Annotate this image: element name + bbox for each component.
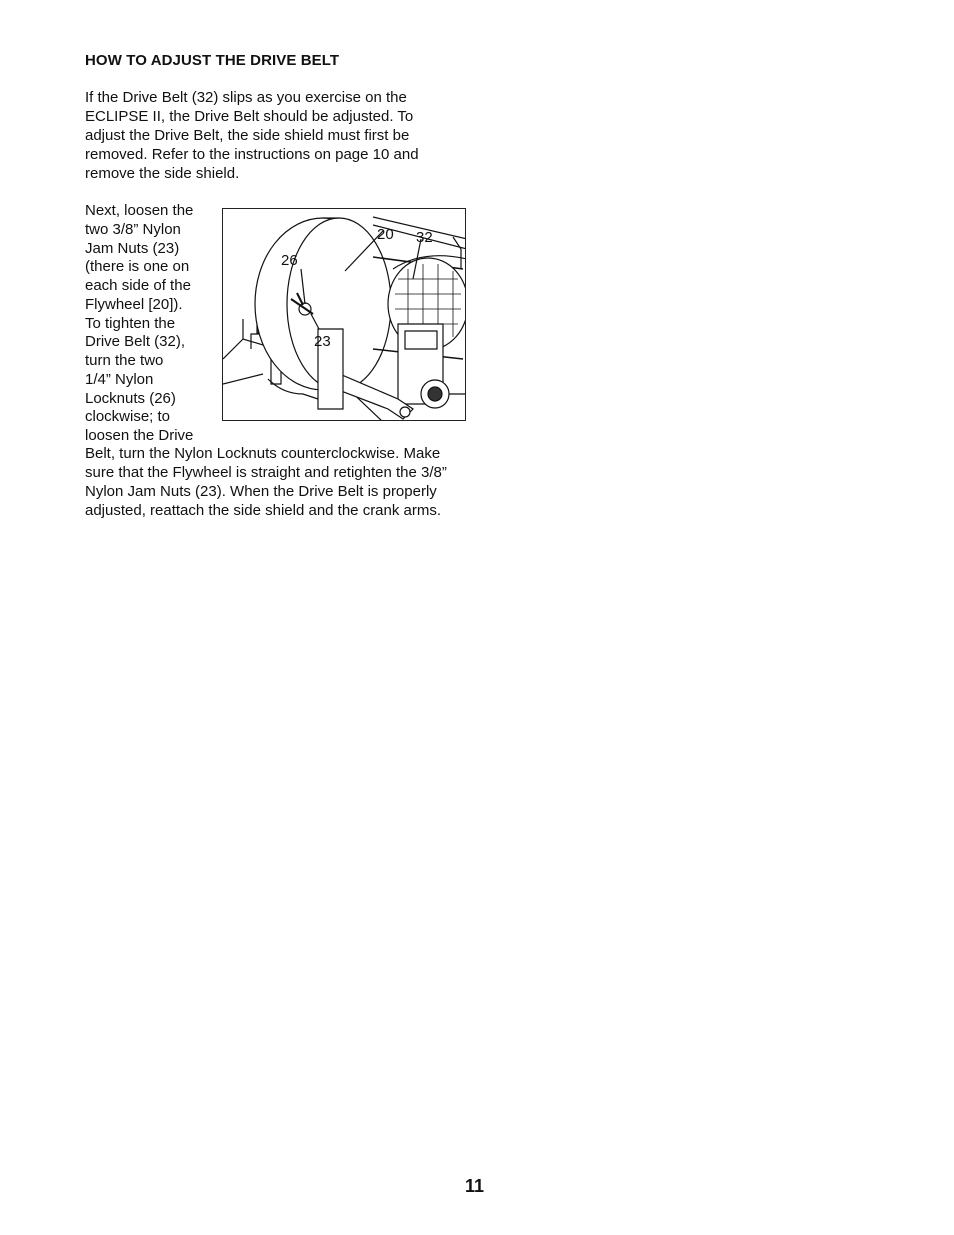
intro-paragraph bbox=[85, 89, 419, 184]
text-line: clockwise; to bbox=[85, 408, 171, 426]
text-line: ECLIPSE II, the Drive Belt should be adjusted. To bbox=[85, 107, 414, 125]
continued-paragraph bbox=[85, 445, 447, 521]
callout-32: 32 bbox=[416, 229, 433, 246]
text-line: Next, loosen the bbox=[85, 202, 194, 219]
callout-26: 26 bbox=[281, 252, 298, 269]
text-line: Locknuts (26) bbox=[85, 389, 176, 407]
text-line: Jam Nuts (23) bbox=[85, 239, 180, 257]
text-line: Belt, turn the Nylon Locknuts counterclockwise. Make bbox=[85, 445, 441, 462]
wrapped-paragraph bbox=[85, 202, 193, 446]
text-line: To tighten the bbox=[85, 314, 176, 332]
text-line: adjusted, reattach the side shield and the crank arms. bbox=[85, 501, 442, 519]
text-line: each side of the bbox=[85, 277, 191, 294]
text-line: Drive Belt (32), bbox=[85, 333, 186, 351]
text-line: adjust the Drive Belt, the side shield must first be bbox=[85, 126, 410, 144]
text-line: remove the side shield. bbox=[85, 164, 240, 182]
text-line: 1/4” Nylon bbox=[85, 370, 154, 388]
drive-belt-illustration bbox=[222, 208, 466, 421]
text-line: If the Drive Belt (32) slips as you exercise on the bbox=[85, 89, 407, 106]
text-line: two 3/8” Nylon bbox=[85, 220, 181, 238]
section-heading: HOW TO ADJUST THE DRIVE BELT bbox=[85, 52, 340, 69]
callout-20: 20 bbox=[377, 226, 394, 243]
page-number: 11 bbox=[465, 1176, 485, 1196]
text-line: Nylon Jam Nuts (23). When the Drive Belt is properly bbox=[85, 482, 437, 500]
text-line: loosen the Drive bbox=[85, 427, 194, 444]
callout-23: 23 bbox=[314, 333, 331, 350]
text-line: sure that the Flywheel is straight and retighten the 3/8” bbox=[85, 463, 447, 481]
text-line: Flywheel [20]). bbox=[85, 295, 183, 313]
text-line: (there is one on bbox=[85, 258, 190, 276]
text-line: removed. Refer to the instructions on page 10 and bbox=[85, 145, 419, 163]
illustration-drawing bbox=[223, 209, 466, 421]
text-line: turn the two bbox=[85, 352, 164, 369]
